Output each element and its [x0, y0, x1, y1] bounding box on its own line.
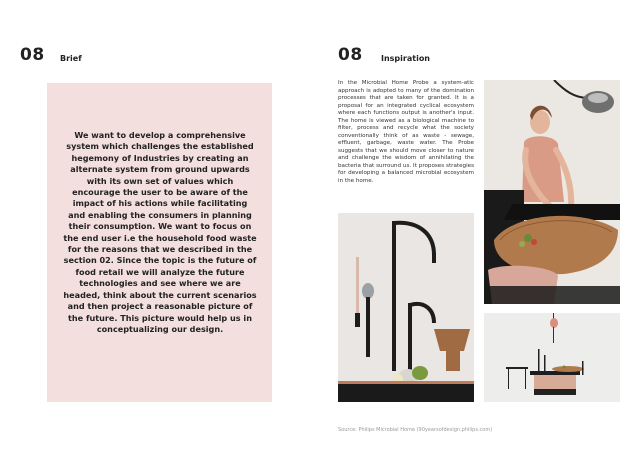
brief-section-label: Brief: [60, 54, 82, 63]
brief-page-number: 08: [20, 45, 45, 65]
brief-text: We want to develop a comprehensive system which challenges the established hegemony of Industries by creating an alternate system from ground upwards with its own set of values which encourage the user to be aware of the impact of his actions while facilitating and enabling the consumers in planning their consumption. We want to focus on the end user i.e the household food waste for the reasons that we described in the section 02. Since the topic is the future of food retail we will analyze the future technologies and see where we are headed, think about the current scenarios and then project a reasonable picture of the future. This picture would help us in conceptualizing our design.: [63, 130, 257, 334]
inspiration-text: In the Microbial Home Probe a system-atic approach is adopted to many of the domination processes that are taken for granted. It is a proposal for an integrated cyclical ecosystem where each functions output is another's input. The home is viewed as a biological machine to filter, process and recycle what the society conventionally think of as waste - sewage, effluent, garbage, waste water. The Probe suggests that we should move closer to nature and challenge the wisdom of annihilating the bacteria that surround us. It proposes strategies for developing a balanced microbial ecosystem in the home.: [338, 80, 474, 184]
microbial-kitchen-photo: [484, 80, 620, 304]
inspiration-section-label: Inspiration: [381, 54, 431, 63]
microbial-island-photo: [484, 313, 620, 402]
brief-box: [47, 83, 272, 402]
inspiration-page-number: 08: [338, 45, 363, 65]
microbial-taps-photo: [338, 213, 474, 402]
image-source-caption: Source: Philips Microbial Home (90yearsofdesign.philips.com): [338, 427, 493, 433]
